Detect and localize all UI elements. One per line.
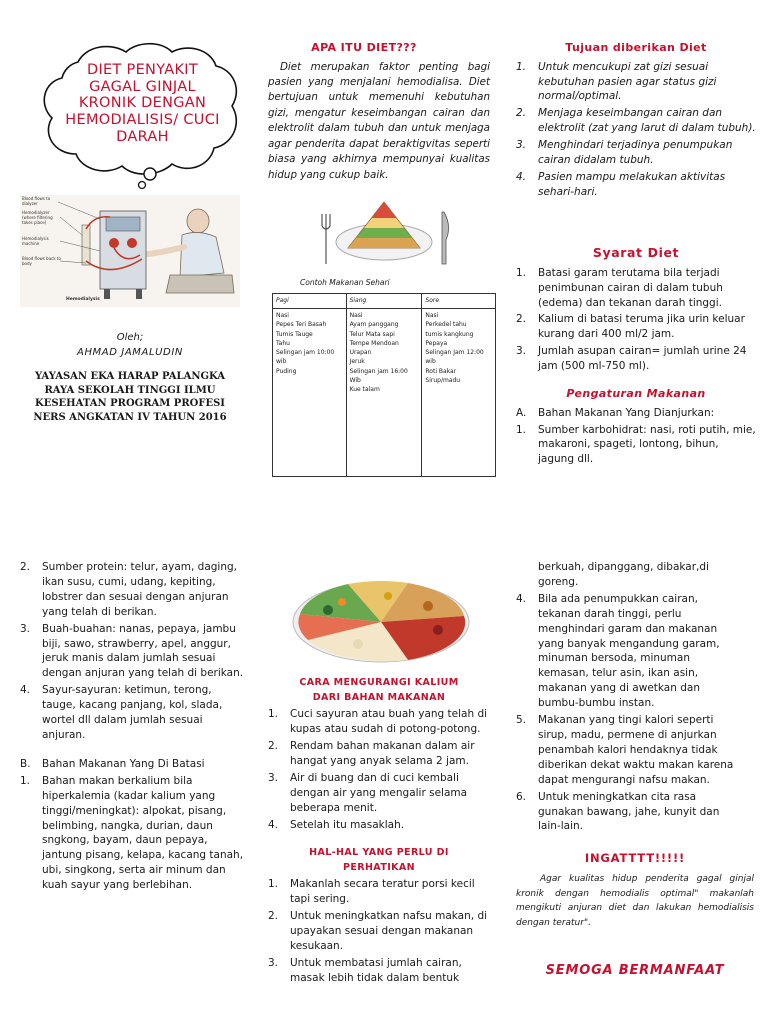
credit-author: AHMAD JAMALUDIN <box>77 347 183 358</box>
hemodialysis-illustration <box>20 195 240 307</box>
list-item: 4. Setelah itu masaklah. <box>268 818 405 831</box>
menu-item: Jeruk <box>349 358 365 366</box>
list-item: 3. Menghindari terjadinya penumpukan cairan didalam tubuh. <box>516 139 733 167</box>
hemo-label-1: Blood flows to dialyzer <box>22 196 51 206</box>
list-item: 5. Makanan yang tingi kalori seperti sirup, madu, permene di anjurkan penambah kalori hendaknya tidak diberikan dekat waktu makan karena dapat mengurangi nafsu makan. <box>516 714 734 786</box>
menu-item: Selingan Jam 12:00 wib <box>425 349 484 366</box>
list-item: A. Bahan Makanan Yang Dianjurkan: <box>516 406 715 419</box>
ingat-text: Agar kualitas hidup penderita gagal ginjal kronik dengan hemodialis optimal" makanlah mengikuti anjuran diet dan lakukan hemodialisis dengan teratur". <box>516 874 754 928</box>
credit-by: Oleh; <box>116 332 144 343</box>
apa-section <box>268 40 490 183</box>
menu-header-sore: Sore <box>422 294 496 309</box>
tujuan-section <box>516 40 756 202</box>
menu-item: Telur Mata sapi <box>349 330 395 338</box>
menu-item: tumis kangkung <box>425 330 474 338</box>
menu-item: Sirup/madu <box>425 377 461 385</box>
menu-header-pagi: Pagi <box>273 294 347 309</box>
hemo-label-3: Hemodialysis machine <box>22 236 49 246</box>
syarat-section <box>516 244 756 376</box>
apa-heading: APA ITU DIET??? <box>311 41 417 54</box>
list-item: 2. Untuk meningkatkan nafsu makan, di upayakan sesuai dengan makanan kesukaan. <box>268 910 488 953</box>
ingat-heading: INGATTTT!!!!! <box>584 851 686 865</box>
continued-text: berkuah, dipanggang, dibakar,di goreng. <box>538 561 709 588</box>
menu-item: Nasi <box>349 312 363 319</box>
list-item: 1. Sumber karbohidrat: nasi, roti putih, mie, makaroni, spageti, lontong, bihun, jagung dll. <box>516 423 756 466</box>
pengaturan-section <box>516 386 756 469</box>
title-cloud <box>38 40 243 180</box>
perhatikan-list-continued <box>516 592 738 835</box>
menu-item: Selingan jam 10:00 wib <box>276 349 335 366</box>
perhatikan-heading: HAL-HAL YANG PERLU DI PERHATIKAN <box>309 847 449 873</box>
syarat-heading: Syarat Diet <box>592 245 680 260</box>
credit-block <box>20 330 240 360</box>
list-item: 2. Sumber protein: telur, ayam, daging, ikan susu, cumi, udang, kepiting, lobstrer dan sesuai dengan anjuran yang telah di berikan. <box>20 561 237 618</box>
menu-item: Ayam panggang <box>349 321 399 329</box>
menu-table <box>272 293 496 477</box>
kalium-list <box>268 707 490 832</box>
list-item: 3. Air di buang dan di cuci kembali dengan air yang mengalir selama beberapa menit. <box>268 772 468 814</box>
menu-col-sore <box>422 309 496 477</box>
list-item: 3. Untuk membatasi jumlah cairan, masak lebih tidak dalam bentuk <box>268 956 462 984</box>
menu-item: Kue talam <box>349 386 380 394</box>
apa-text: Diet merupakan faktor penting bagi pasien yang menjalani hemodialisa. Diet bertujuan untuk memenuhi kebutuhan gizi, mengatur keseimbangan cairan dan elektrolit dalam tubuh dan untuk menjaga agar penderita dapat beraktigvitas seperti biasa yang akhirnya mempunyai kualitas hidup yang cukup baik. <box>268 60 490 181</box>
syarat-list <box>516 266 756 374</box>
menu-item: Selingan jam 16:00 Wib <box>349 367 408 385</box>
dibatasi-list <box>20 757 248 893</box>
menu-item: Pepes Teri Basah <box>276 321 327 329</box>
perhatikan-continued <box>516 560 738 836</box>
list-item: 3. Jumlah asupan cairan= jumlah urine 24 jam (500 ml-750 ml). <box>516 345 747 373</box>
list-item: 1. Batasi garam terutama bila terjadi penimbunan cairan di dalam tubuh (edema) dan tekanan darah tinggi. <box>516 266 723 309</box>
list-item: 6. Untuk meningkatkan cita rasa gunakan bawang, jahe, kunyit dan lain-lain. <box>516 790 720 833</box>
list-item: 2. Kalium di batasi teruma jika urin keluar kurang dari 400 ml/2 jam. <box>516 313 745 341</box>
list-item: B. Bahan Makanan Yang Di Batasi <box>20 757 205 770</box>
menu-item: Urapan <box>349 349 372 357</box>
ingat-section <box>516 850 754 930</box>
menu-item: Nasi <box>276 312 289 319</box>
food-pyramid-image <box>312 196 462 268</box>
tujuan-list <box>516 60 756 200</box>
list-item: 3. Buah-buahan: nanas, pepaya, jambu biji, sawo, strawberry, apel, anggur, jeruk manis dalam jumlah sesuai dengan anjuran yang telah di berikan. <box>20 622 244 680</box>
foundation-text: YAYASAN EKA HARAP PALANGKA RAYA SEKOLAH TINGGI ILMU KESEHATAN PROGRAM PROFESI NERS ANGKATAN IV TAHUN 2016 <box>33 371 227 423</box>
menu-caption: Contoh Makanan Sehari <box>300 278 390 287</box>
dianjurkan-list <box>20 560 248 743</box>
menu-item: Puding <box>276 367 297 375</box>
pengaturan-heading: Pengaturan Makanan <box>566 387 706 400</box>
kalium-heading: CARA MENGURANGI KALIUM DARI BAHAN MAKANAN <box>299 677 459 703</box>
menu-item: Nasi <box>425 312 439 319</box>
list-item: 4. Pasien mampu melakukan aktivitas sehari-hari. <box>516 170 726 198</box>
perhatikan-list <box>268 877 490 985</box>
brochure-title: DIET PENYAKIT GAGAL GINJAL KRONIK DENGAN HEMODIALISIS/ CUCI DARAH <box>65 62 220 145</box>
food-plate-image <box>288 566 474 666</box>
hemo-caption: Hemodialysis <box>66 297 100 302</box>
list-item: 1. Makanlah secara teratur porsi kecil tapi sering. <box>268 878 475 906</box>
tujuan-heading: Tujuan diberikan Diet <box>565 41 707 54</box>
list-item: 1. Untuk mencukupi zat gizi sesuai kebutuhan pasien agar status gizi normal/optimal. <box>516 60 717 103</box>
kalium-section <box>268 676 490 835</box>
closing-text: SEMOGA BERMANFAAT <box>545 963 725 978</box>
menu-col-siang <box>346 309 422 477</box>
perhatikan-section <box>268 846 490 988</box>
menu-header-siang: Siang <box>346 294 422 309</box>
menu-item: Tahu <box>276 339 290 347</box>
menu-col-pagi <box>273 309 347 477</box>
closing-section <box>516 962 754 980</box>
hemo-label-4: Blood flows back to body <box>22 256 61 266</box>
menu-item: Tumis Tauge <box>276 330 313 338</box>
list-item: 4. Sayur-sayuran: ketimun, terong, tauge, kacang panjang, kol, slada, wortel dll dalam jumlah sesuai anjuran. <box>20 684 223 741</box>
menu-item: Tempe Mendoan <box>349 339 399 347</box>
hemo-label-2: Hemodialyzer (where filtering takes place) <box>22 210 53 225</box>
menu-item: Pepaya <box>425 339 448 347</box>
pengaturan-list <box>516 406 756 468</box>
list-item: 4. Bila ada penumpukkan cairan, tekanan darah tinggi, perlu menghindari garam dan makanan yang banyak mengandung garam, minuman bersoda, minuman kemasan, telur asin, ikan asin, makanan yang di awetkan dan bumbu-bumbu instan. <box>516 592 720 710</box>
menu-item: Perkedel tahu <box>425 321 467 329</box>
list-item: 2. Menjaga keseimbangan cairan dan elektrolit (zat yang larut di dalam tubuh). <box>516 107 756 135</box>
dianjurkan-continued <box>20 560 248 895</box>
list-item: 2. Rendam bahan makanan dalam air hangat yang anyak selama 2 jam. <box>268 740 475 768</box>
list-item: 1. Bahan makan berkalium bila hiperkalemia (kadar kalium yang tinggi/meningkat): alpokat, pisang, belimbing, nangka, durian, daun sngkong, bayam, daun pepaya, jantung pisang, kelapa, kacang tanah, ubi, singkong, serta air minum dan kuah sayur yang berlebihan. <box>20 774 244 892</box>
menu-item: Roti Bakar <box>425 367 457 375</box>
list-item: 1. Cuci sayuran atau buah yang telah di kupas atau sudah di potong-potong. <box>268 708 488 736</box>
menu-table-wrap <box>272 293 496 477</box>
